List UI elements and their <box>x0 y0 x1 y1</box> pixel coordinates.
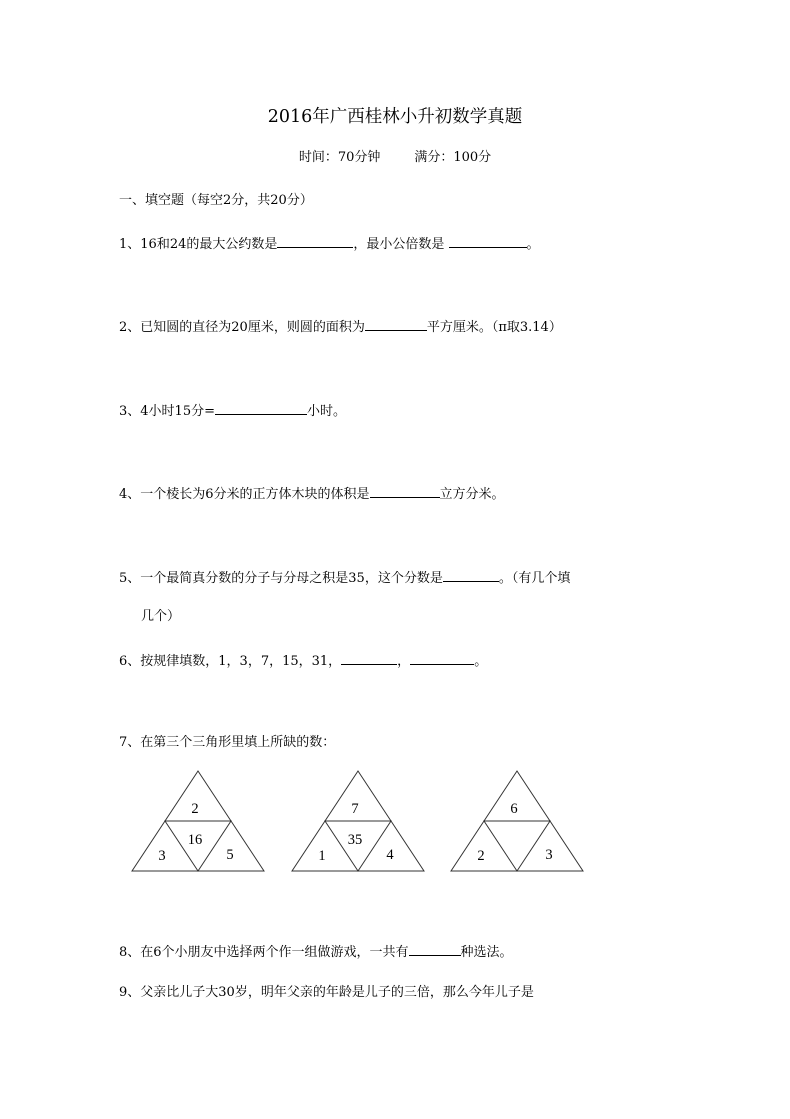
q1-blank-2[interactable] <box>449 235 527 248</box>
question-9: 9、父亲比儿子大30岁，明年父亲的年龄是儿子的三倍，那么今年儿子是 <box>119 985 534 1000</box>
question-7: 7、在第三个三角形里填上所缺的数： <box>119 735 336 750</box>
triangle-3-right: 3 <box>545 847 553 863</box>
q1-text-c: 。 <box>526 237 540 252</box>
question-5 <box>119 569 570 587</box>
q6-blank-2[interactable] <box>410 652 474 665</box>
q6-text-a: 6、按规律填数，1，3，7，15，31， <box>119 654 342 669</box>
q1-text-a: 1、16和24的最大公约数是 <box>119 237 278 252</box>
question-8 <box>119 943 513 961</box>
page-title: 2016年广西桂林小升初数学真题 <box>267 107 523 127</box>
triangle-2-center: 35 <box>347 832 363 848</box>
triangle-3 <box>449 768 585 874</box>
q2-text-a: 2、已知圆的直径为20厘米，则圆的面积为 <box>119 320 365 335</box>
q2-blank-1[interactable] <box>365 318 427 331</box>
q5-text-a: 5、一个最简真分数的分子与分母之积是35，这个分数是 <box>119 571 443 586</box>
q8-blank-1[interactable] <box>409 943 461 956</box>
question-6 <box>119 652 487 670</box>
question-1 <box>119 235 540 253</box>
section-heading: 一、填空题（每空2分，共20分） <box>119 193 313 208</box>
q5-blank-1[interactable] <box>443 569 499 582</box>
question-3 <box>119 402 346 420</box>
q6-text-b: ， <box>397 654 411 669</box>
q6-text-c: 。 <box>474 654 488 669</box>
q1-blank-1[interactable] <box>277 235 353 248</box>
q2-text-b: 平方厘米。（π取3.14） <box>426 320 562 335</box>
q4-text-a: 4、一个棱长为6分米的正方体木块的体积是 <box>119 487 370 502</box>
triangle-1-right: 5 <box>226 847 234 863</box>
triangle-1-top: 2 <box>191 801 199 817</box>
q4-text-b: 立方分米。 <box>439 487 505 502</box>
triangle-1-left: 3 <box>158 848 166 864</box>
q8-text-a: 8、在6个小朋友中选择两个作一组做游戏，一共有 <box>119 945 409 960</box>
q8-text-b: 种选法。 <box>460 945 513 960</box>
score-label: 满分：100分 <box>414 150 492 165</box>
triangle-2-left: 1 <box>318 848 326 864</box>
q3-text-a: 3、4小时15分= <box>119 404 215 419</box>
q6-blank-1[interactable] <box>341 652 397 665</box>
triangle-2-top: 7 <box>351 801 359 817</box>
triangle-2 <box>290 768 426 874</box>
triangle-1 <box>130 768 266 874</box>
question-2 <box>119 318 562 336</box>
question-4 <box>119 485 505 503</box>
q3-text-b: 小时。 <box>306 404 346 419</box>
time-label: 时间：70分钟 <box>298 150 381 165</box>
q3-blank-1[interactable] <box>215 402 307 415</box>
question-5-continuation: 几个） <box>141 609 181 624</box>
q4-blank-1[interactable] <box>370 485 440 498</box>
triangle-1-center: 16 <box>187 832 203 848</box>
exam-info <box>0 150 790 166</box>
triangle-3-left: 2 <box>477 848 485 864</box>
q5-text-b: 。（有几个填 <box>498 571 571 586</box>
q1-text-b: ，最小公倍数是 <box>353 237 449 252</box>
triangle-3-top: 6 <box>510 801 518 817</box>
triangle-2-right: 4 <box>386 847 394 863</box>
